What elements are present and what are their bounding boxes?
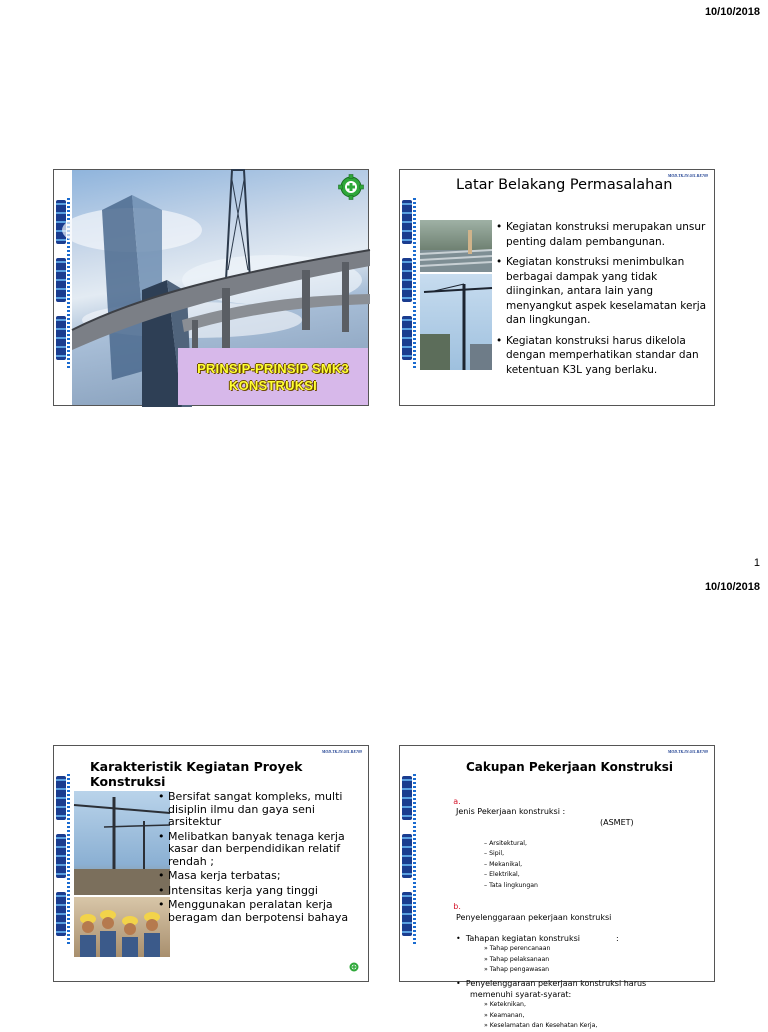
list-item: – Sipil,	[484, 850, 505, 858]
slide-title: Karakteristik Kegiatan Proyek Konstruksi	[90, 759, 303, 789]
slide-2-latar-belakang	[399, 169, 715, 406]
title-box	[178, 348, 368, 405]
slide-title-line-1: PRINSIP-PRINSIP SMK3	[197, 360, 349, 376]
list-item: » Keteknikan,	[484, 1001, 526, 1009]
bullet-item: • Bersifat sangat kompleks, multi disiplin ilmu dan gaya seni arsitektur	[158, 791, 368, 829]
list-item: – Tata lingkungan	[484, 881, 538, 889]
scope-outline	[438, 786, 708, 1032]
outline-b2: • Penyelenggaraan pekerjaan konstruksi harus	[456, 978, 647, 988]
bullet-list	[158, 791, 368, 926]
gear-icon	[348, 961, 360, 973]
page-1-number: 1	[753, 557, 760, 569]
reference-code: MOD.TK.IN.031.RE709	[667, 173, 708, 178]
bullet-item: • Kegiatan konstruksi menimbulkan berbagai dampak yang tidak diinginkan, antara lain yang menyangkut aspek keselamatan kerja dan lingkungan.	[496, 255, 710, 328]
bullet-item: • Masa kerja terbatas;	[158, 870, 368, 883]
list-item: – Elektrikal,	[484, 871, 520, 879]
workers-photo	[74, 897, 170, 957]
slide-3-karakteristik	[53, 745, 369, 982]
list-item: – Arsitektural,	[484, 839, 527, 847]
outline-a	[438, 786, 708, 839]
list-item: » Tahap pelaksanaan	[484, 955, 550, 963]
side-logo-strip	[400, 746, 418, 981]
list-item: » Tahap perencanaan	[484, 945, 551, 953]
side-logo-strip	[400, 170, 418, 405]
page-2-date: 10/10/2018	[704, 581, 760, 593]
list-item: » Keamanan,	[484, 1011, 525, 1019]
list-item: » Keselamatan dan Kesehatan Kerja,	[484, 1022, 598, 1030]
slide-4-cakupan	[399, 745, 715, 1030]
list-item: » Tahap pengawasan	[484, 966, 550, 974]
reference-code: MOD.TK.IN.031.RE709	[667, 749, 708, 754]
page-1-date: 10/10/2018	[704, 6, 760, 18]
slide-1-title-slide	[53, 169, 369, 406]
a-note: (ASMET)	[600, 817, 634, 827]
letter-a: a.	[453, 796, 461, 806]
list-item: – Mekanikal,	[484, 860, 523, 868]
outline-b2-cont: memenuhi syarat-syarat:	[470, 989, 572, 999]
b-label: Penyelenggaraan pekerjaan konstruksi	[456, 912, 612, 922]
side-logo-strip	[54, 170, 72, 405]
crane-photo	[420, 274, 492, 370]
letter-b: b.	[453, 902, 461, 912]
slide-title: Latar Belakang Permasalahan	[456, 177, 673, 193]
bullet-item: • Kegiatan konstruksi merupakan unsur penting dalam pembangunan.	[496, 220, 710, 249]
side-logo-strip	[54, 746, 72, 981]
slide-title-line-2: KONSTRUKSI	[229, 377, 317, 393]
site-photo-top	[420, 220, 492, 272]
crane-photo	[74, 791, 170, 895]
gear-icon	[338, 174, 364, 200]
outline-b1: • Tahapan kegiatan konstruksi :	[456, 933, 619, 943]
slide-title: Cakupan Pekerjaan Konstruksi	[466, 760, 673, 774]
a-label: Jenis Pekerjaan konstruksi :	[456, 807, 566, 817]
bullet-item: • Kegiatan konstruksi harus dikelola dengan memperhatikan standar dan ketentuan K3L yang berlaku.	[496, 334, 710, 378]
bullet-item: • Intensitas kerja yang tinggi	[158, 885, 368, 898]
bullet-item: • Menggunakan peralatan kerja beragam dan berpotensi bahaya	[158, 899, 368, 924]
reference-code: MOD.TK.IN.031.RE709	[321, 749, 362, 754]
bullet-item: • Melibatkan banyak tenaga kerja kasar dan berpendidikan relatif rendah ;	[158, 831, 368, 869]
bullet-list	[496, 220, 710, 383]
outline-b	[438, 891, 708, 933]
